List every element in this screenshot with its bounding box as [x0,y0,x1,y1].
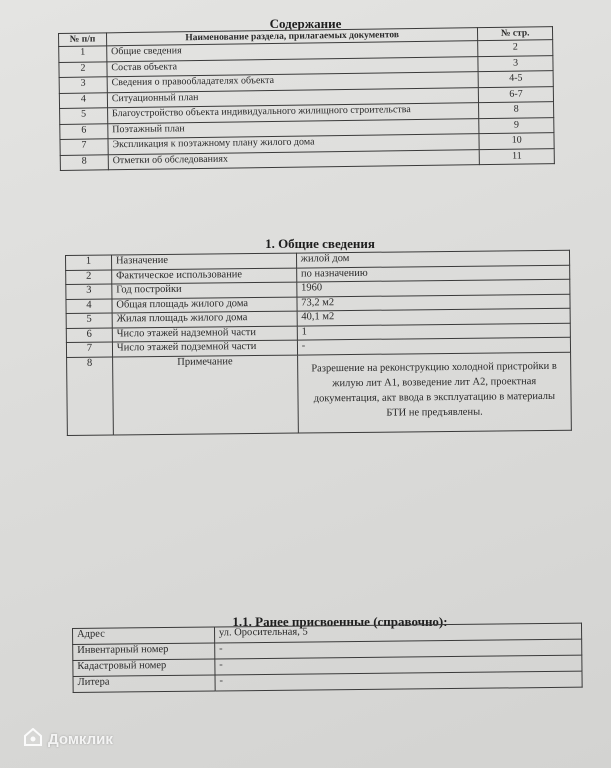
row-num: 2 [66,270,112,285]
row-num: 3 [66,284,112,299]
row-num: 1 [66,255,112,270]
toc-num: 6 [60,123,108,139]
toc-num: 4 [59,92,107,108]
toc-header-page: № стр. [478,27,553,41]
row-value: 40,1 м2 [297,308,570,325]
row-num: 8 [67,357,114,435]
toc-name: Сведения о правообладателях объекта [107,72,479,93]
row-value: 1 [297,323,570,340]
toc-name: Отметки об обследованиях [108,149,480,170]
row-value: 73,2 м2 [297,294,570,311]
toc-header-name: Наименование раздела, прилагаемых документов [106,28,478,46]
watermark [24,728,113,750]
row-value: - [215,671,582,691]
row-label: Жилая площадь жилого дома [112,311,297,327]
note-value: Разрешение на реконструкцию холодной пристройки в жилую лит А1, возведение лит А2, проектная документация, акт ввода в эксплуатацию в материалы БТИ не предъявлены. [297,352,571,433]
row-label: Число этажей подземной части [112,340,297,356]
row-num: 6 [66,328,112,343]
toc-num: 2 [59,61,107,77]
toc-name: Общие сведения [107,41,479,62]
toc-name: Поэтажный план [108,118,480,139]
general-title: 1. Общие сведения [265,236,375,251]
toc-table [58,26,555,171]
toc-page: 8 [479,102,554,119]
general-info-table [65,250,572,436]
toc-name: Экспликация к поэтажному плану жилого дома [108,134,480,155]
prior-info-table [72,623,583,693]
row-label: Общая площадь жилого дома [112,297,297,313]
row-label: Инвентарный номер [73,643,215,660]
toc-page: 9 [479,117,554,134]
row-num: 5 [66,313,112,328]
row-num: 7 [66,342,112,357]
toc-name: Благоустройство объекта индивидуального жилищного строительства [107,103,479,124]
toc-name: Ситуационный план [107,87,479,108]
prior-title: 1.1. Ранее присвоенные (справочно): [232,614,448,629]
toc-page: 2 [478,40,553,57]
row-label: Адрес [73,627,215,644]
row-label: Год постройки [112,282,297,298]
row-label: Назначение [111,253,296,269]
toc-num: 3 [59,77,107,93]
row-value: по назначению [296,265,569,282]
toc-name: Состав объекта [107,56,479,77]
toc-header-num: № п/п [59,33,107,47]
row-value: - [297,337,570,354]
row-label: Фактическое использование [112,268,297,284]
toc-num: 5 [60,108,108,124]
watermark-text: Домклик [48,730,113,748]
row-value: 1960 [297,279,570,296]
toc-page: 6-7 [479,86,554,103]
row-label: Литера [73,675,215,692]
toc-num: 7 [60,139,108,155]
toc-num: 1 [59,46,107,62]
toc-num: 8 [60,154,108,170]
row-label: Число этажей надземной части [112,326,297,342]
toc-page: 3 [478,55,553,72]
row-value: жилой дом [296,250,569,267]
toc-page: 4-5 [478,71,553,88]
toc-page: 11 [479,148,554,165]
row-num: 4 [66,299,112,314]
toc-title: Содержание [269,16,342,31]
table-row [67,352,572,435]
note-label: Примечание [112,355,298,435]
row-value: - [215,639,582,659]
row-value: - [215,655,582,675]
row-value: ул. Оросительная, 5 [214,623,581,643]
row-label: Кадастровый номер [73,659,215,676]
domclick-logo-icon [24,728,42,750]
toc-page: 10 [479,133,554,150]
